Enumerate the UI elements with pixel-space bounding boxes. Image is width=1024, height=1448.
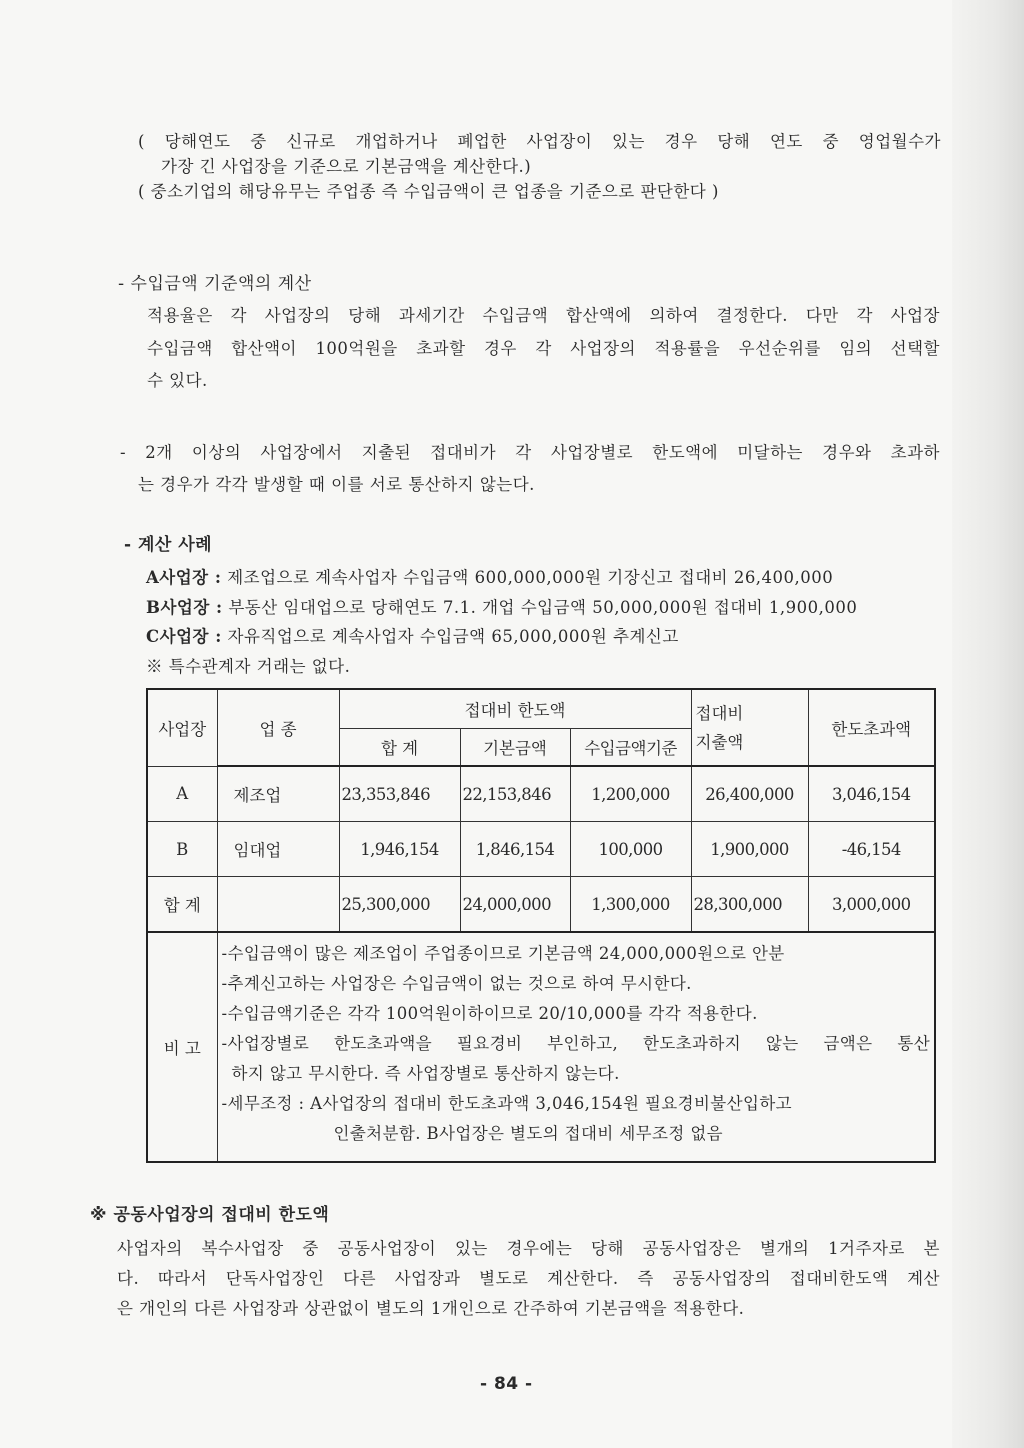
example-note: ※ 특수관계자 거래는 없다. [146, 657, 351, 676]
remark-line-4: -사업장별로 한도초과액을 필요경비 부인하고, 한도초과하지 않는 금액은 통산 [221, 1034, 931, 1053]
row-b-spent: 1,900,000 [691, 822, 808, 877]
row-sum-business: 합 계 [147, 877, 217, 933]
section-heading-revenue-base: - 수입금액 기준액의 계산 [118, 274, 312, 294]
joint-heading: ※ 공동사업장의 접대비 한도액 [90, 1205, 330, 1225]
section1-line-1: 적용율은 각 사업장의 당해 과세기간 수입금액 합산액에 의하여 결정한다. 다만 각 사업장 [147, 306, 940, 325]
remark-line-6: -세무조정 : A사업장의 접대비 한도초과액 3,046,154원 필요경비불산입하고 [221, 1094, 793, 1113]
header-business: 사업장 [147, 689, 217, 766]
row-b-excess: -46,154 [808, 822, 935, 877]
example-c [146, 623, 679, 647]
row-b-total: 1,946,154 [339, 822, 460, 877]
example-a-label: A사업장 : [146, 568, 222, 587]
joint-line-3: 은 개인의 다른 사업장과 상관없이 별도의 1개인으로 간주하여 기본금액을 적용한다. [117, 1299, 745, 1318]
row-sum-revenue: 1,300,000 [570, 877, 691, 933]
row-b-base: 1,846,154 [460, 822, 570, 877]
header-limit: 접대비 한도액 [339, 689, 691, 729]
section2-line-2: 는 경우가 각각 발생할 때 이를 서로 통산하지 않는다. [138, 475, 535, 494]
row-b-industry: 임대업 [217, 822, 339, 877]
header-spent [691, 689, 808, 766]
joint-line-2: 다. 따라서 단독사업장인 다른 사업장과 별도로 계산한다. 즉 공동사업장의 접대비한도액 계산 [117, 1269, 940, 1288]
header-excess: 한도초과액 [808, 689, 935, 766]
joint-line-1: 사업자의 복수사업장 중 공동사업장이 있는 경우에는 당해 공동사업장은 별개의 1거주자로 본 [117, 1239, 940, 1258]
example-a [146, 564, 833, 588]
row-b-business: B [147, 822, 217, 877]
remark-cell [217, 932, 935, 1162]
page-number: - 84 - [480, 1374, 533, 1394]
example-b [146, 594, 857, 618]
row-sum-spent: 28,300,000 [691, 877, 808, 933]
header-base: 기본금액 [460, 729, 570, 767]
entertainment-expense-table [146, 688, 936, 1163]
row-sum-total: 25,300,000 [339, 877, 460, 933]
example-b-label: B사업장 : [146, 598, 223, 617]
row-a-revenue: 1,200,000 [570, 766, 691, 822]
row-sum-excess: 3,000,000 [808, 877, 935, 933]
remark-line-1: -수입금액이 많은 제조업이 주업종이므로 기본금액 24,000,000원으로 안분 [221, 944, 785, 963]
remark-label: 비 고 [147, 932, 217, 1162]
header-industry: 업 종 [217, 689, 339, 766]
row-a-spent: 26,400,000 [691, 766, 808, 822]
row-a-total: 23,353,846 [339, 766, 460, 822]
row-a-industry: 제조업 [217, 766, 339, 822]
header-revenue-base: 수입금액기준 [570, 729, 691, 767]
header-total: 합 계 [339, 729, 460, 767]
example-c-label: C사업장 : [146, 627, 222, 646]
remark-line-7: 인출처분함. B사업장은 별도의 접대비 세무조정 없음 [333, 1124, 724, 1143]
row-sum-industry [217, 877, 339, 933]
row-sum-base: 24,000,000 [460, 877, 570, 933]
row-b-revenue: 100,000 [570, 822, 691, 877]
section1-line-3: 수 있다. [147, 371, 208, 390]
header-spent-line-2: 지출액 [695, 732, 744, 752]
row-a-base: 22,153,846 [460, 766, 570, 822]
remark-line-2: -추계신고하는 사업장은 수입금액이 없는 것으로 하여 무시한다. [221, 974, 692, 993]
page-edge-shadow [952, 0, 1024, 1448]
remark-line-5: 하지 않고 무시한다. 즉 사업장별로 통산하지 않는다. [231, 1064, 620, 1083]
header-spent-line-1: 접대비 [695, 703, 744, 723]
section1-line-2: 수입금액 합산액이 100억원을 초과할 경우 각 사업장의 적용률을 우선순위를 임의 선택할 [147, 339, 940, 358]
intro-line-2: 가장 긴 사업장을 기준으로 기본금액을 계산한다.) [161, 157, 532, 176]
remark-line-3: -수입금액기준은 각각 100억원이하이므로 20/10,000를 각각 적용한다. [221, 1004, 758, 1023]
example-c-text: 자유직업으로 계속사업자 수입금액 65,000,000원 추계신고 [227, 627, 679, 646]
row-a-excess: 3,046,154 [808, 766, 935, 822]
example-heading: - 계산 사례 [124, 535, 213, 555]
section2-line-1: - 2개 이상의 사업장에서 지출된 접대비가 각 사업장별로 한도액에 미달하는 경우와 초과하 [120, 443, 940, 462]
example-a-text: 제조업으로 계속사업자 수입금액 600,000,000원 기장신고 접대비 26,400,000 [227, 568, 834, 587]
intro-line-1: ( 당해연도 중 신규로 개업하거나 폐업한 사업장이 있는 경우 당해 연도 중 영업월수가 [138, 132, 941, 151]
example-b-text: 부동산 임대업으로 당해연도 7.1. 개업 수입금액 50,000,000원 접대비 1,900,000 [228, 598, 858, 617]
row-a-business: A [147, 766, 217, 822]
intro-line-3: ( 중소기업의 해당유무는 주업종 즉 수입금액이 큰 업종을 기준으로 판단한다 ) [138, 182, 719, 201]
